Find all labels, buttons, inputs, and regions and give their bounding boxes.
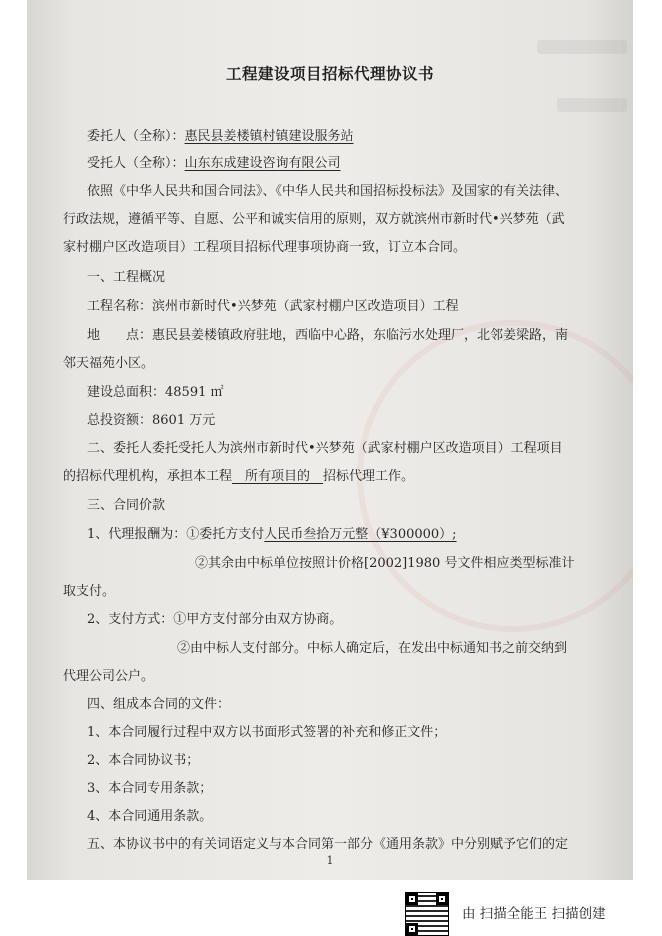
fee-line-cont: 取支付。 — [63, 584, 116, 599]
location-line: 地 点：惠民县姜楼镇政府驻地，西临中心路，东临污水处理厂，北邻姜梁路，南 — [87, 328, 569, 343]
area-line: 建设总面积：48591 ㎡ — [87, 385, 224, 400]
section-heading: 二、委托人委托受托人为滨州市新时代•兴梦苑（武家村棚户区改造项目）工程项目 — [87, 441, 563, 456]
list-item: 4、本合同通用条款。 — [87, 809, 213, 824]
payment-line-cont: 代理公司公户。 — [63, 669, 155, 684]
section-heading: 一、工程概况 — [87, 270, 166, 285]
scanner-watermark-text: 由 扫描全能王 扫描创建 — [462, 906, 606, 922]
project-name-line: 工程名称：滨州市新时代•兴梦苑（武家村棚户区改造项目）工程 — [87, 299, 459, 314]
section-heading: 四、组成本合同的文件： — [87, 697, 231, 712]
document-title: 工程建设项目招标代理协议书 — [225, 64, 434, 83]
client-line: 委托人（全称）：惠民县姜楼镇村镇建设服务站 — [87, 129, 354, 144]
list-item: 3、本合同专用条款； — [87, 781, 213, 796]
payment-line: 2、支付方式：①甲方支付部分由双方协商。 — [87, 612, 343, 627]
paragraph-line: 依照《中华人民共和国合同法》、《中华人民共和国招标投标法》及国家的有关法律、 — [87, 184, 569, 199]
location-line-cont: 邻天福苑小区。 — [63, 356, 155, 371]
section-heading: 三、合同价款 — [87, 498, 166, 513]
bleed-through-mark — [557, 98, 627, 112]
agent-line: 受托人（全称）：山东东成建设咨询有限公司 — [87, 156, 341, 171]
payment-line: ②由中标人支付部分。中标人确定后，在发出中标通知书之前交纳到 — [177, 641, 568, 656]
investment-line: 总投资额：8601 万元 — [87, 413, 216, 428]
list-item: 1、本合同履行过程中双方以书面形式签署的补充和修正文件； — [87, 725, 447, 740]
fee-line: 1、代理报酬为：①委托方支付人民币叁拾万元整（¥300000）; — [87, 527, 457, 542]
bleed-through-mark — [537, 40, 627, 54]
page-number: 1 — [326, 854, 334, 867]
paragraph-line: 五、本协议书中的有关词语定义与本合同第一部分《通用条款》中分别赋予它们的定 — [87, 837, 569, 852]
scanned-page — [27, 0, 633, 880]
paragraph-line: 的招标代理机构，承担本工程 所有项目的 招标代理工作。 — [63, 469, 415, 484]
paragraph-line: 行政法规，遵循平等、自愿、公平和诚实信用的原则，双方就滨州市新时代•兴梦苑（武 — [63, 212, 565, 227]
list-item: 2、本合同协议书； — [87, 753, 200, 768]
qr-code-icon — [406, 893, 448, 935]
paragraph-line: 家村棚户区改造项目）工程项目招标代理事项协商一致，订立本合同。 — [63, 240, 467, 255]
fee-line: ②其余由中标单位按照计价格[2002]1980 号文件相应类型标准计 — [195, 556, 575, 571]
